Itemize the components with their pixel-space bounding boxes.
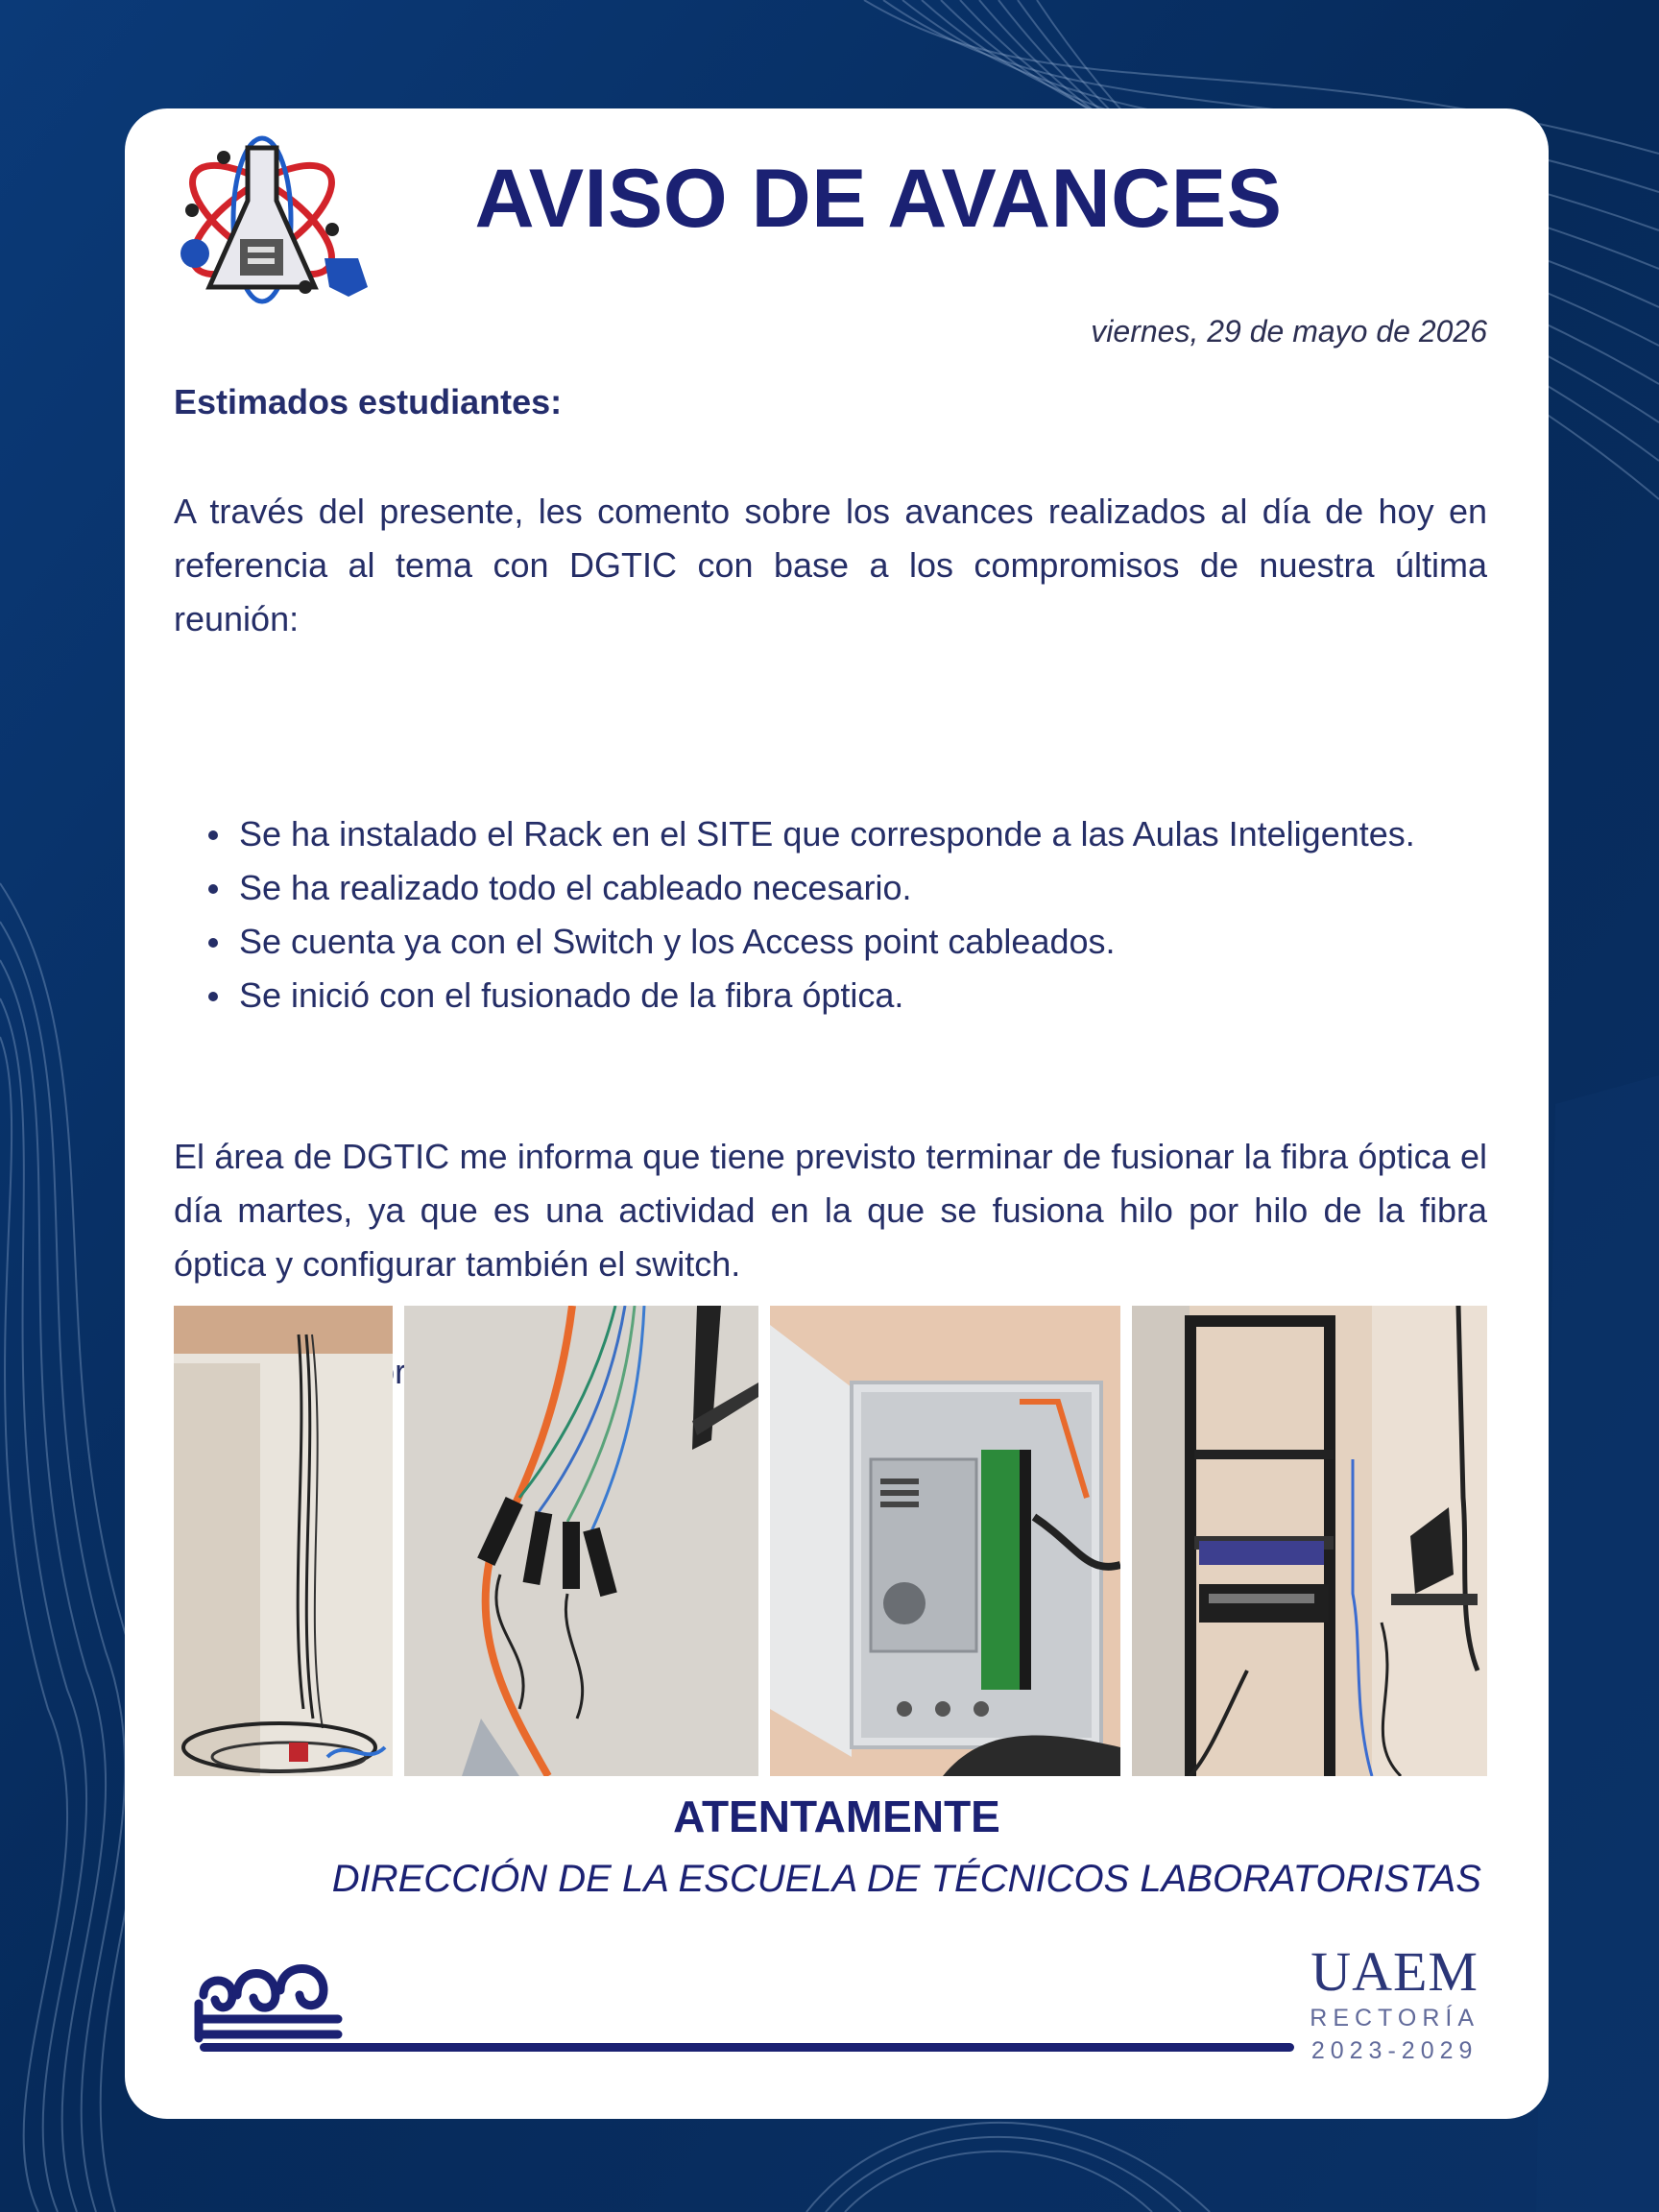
list-item [174,807,1487,861]
uaem-brand [1310,1940,1479,2065]
uaem-name: UAEM [1310,1940,1479,2003]
photo-strip [174,1306,1487,1776]
list-item-text: Se cuenta ya con el Switch y los Access point cableados. [239,922,1116,961]
wave-emblem-icon [194,1942,348,2048]
list-item-text: Se ha realizado todo el cableado necesario. [239,868,912,907]
greeting: Estimados estudiantes: [174,382,563,421]
list-item [174,969,1487,1022]
bullet-icon [208,938,218,948]
lab-flask-atom-logo [171,133,373,306]
bullet-icon [208,830,218,840]
page-title: AVISO DE AVANCES [474,153,1283,245]
photo-fiber-splicing [404,1306,758,1776]
bullet-icon [208,884,218,894]
closing-text: ATENTAMENTE [673,1791,1000,1841]
bullet-icon [208,992,218,1001]
intro-paragraph: A través del presente, les comento sobre los avances realizados al día de hoy en referencia al tema con DGTIC con base a los compromisos de nuestra última reunión: [174,492,1487,638]
list-item-text: Se ha instalado el Rack en el SITE que corresponde a las Aulas Inteligentes. [239,814,1415,854]
photo-network-rack [1132,1306,1487,1776]
footer-divider [200,2043,1294,2052]
notice-card [125,108,1549,2119]
notice-date: viernes, 29 de mayo de 2026 [1091,314,1487,349]
uaem-rectoria: RECTORÍA [1310,2005,1479,2032]
photo-cabling-corner [174,1306,393,1776]
photo-power-panel [770,1306,1120,1776]
progress-list [174,807,1487,1022]
uaem-period: 2023-2029 [1310,2037,1479,2064]
list-item [174,861,1487,915]
update-paragraph: El área de DGTIC me informa que tiene previsto terminar de fusionar la fibra óptica el día martes, ya que es una actividad en la que se fusiona hilo por hilo de la fibra óptica y configurar también el switch. [174,1137,1487,1284]
list-item-text: Se inició con el fusionado de la fibra óptica. [239,975,904,1015]
list-item [174,915,1487,969]
department-name: DIRECCIÓN DE LA ESCUELA DE TÉCNICOS LABORATORISTAS [331,1858,1481,1900]
